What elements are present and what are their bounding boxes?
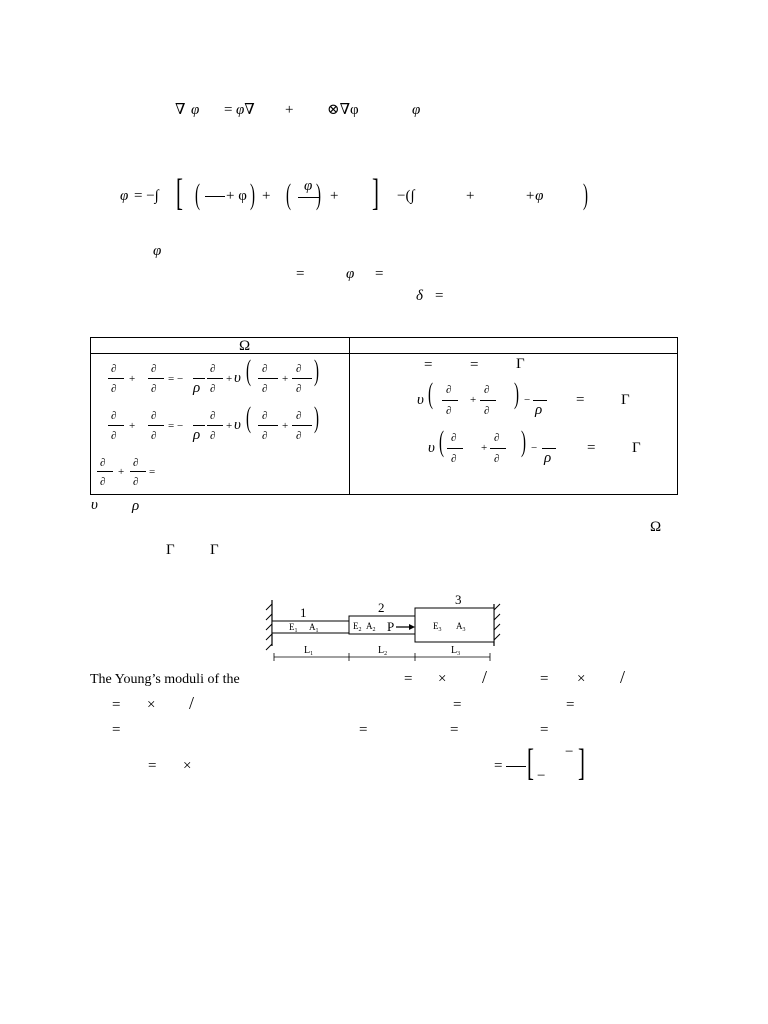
p1-times-1: × [438,671,447,687]
t-right-r3-d1-den: ∂ [451,453,457,465]
eq2-fraction-bar-1 [205,196,225,197]
t-right-r3-rho: ρ [544,450,552,466]
t-r1-frac1 [108,378,124,379]
t-r1-d5-den: ∂ [296,383,302,395]
t-r1-d2-den: ∂ [151,383,157,395]
t-r3-frac1 [97,471,113,472]
matrix-left-bracket: [ [527,742,534,784]
p2-eq-3: = [566,697,575,713]
below-gamma-1: Γ [166,542,175,558]
below-omega: Ω [650,519,662,535]
t-r1-plus-2: + [226,373,233,385]
p2-slash: / [189,693,195,713]
segment-label-2: 2 [378,600,385,615]
t-r2-frac6 [292,425,312,426]
eq1-phi: φ [191,102,200,118]
p2-eq-2: = [453,697,462,713]
t-r1-d3-den: ∂ [210,383,216,395]
line3-phi: φ [153,243,162,259]
right-wall-hatching [494,604,500,640]
e3-label: $E_3$ [433,621,442,633]
line5-delta: δ [416,288,423,304]
eq2-plus-1: + [262,188,271,204]
eq1-equals: = [224,102,233,118]
segment-label-1: 1 [300,605,307,620]
t-right-r2-frac3 [533,400,547,401]
t-r2-d1-num: ∂ [111,410,117,422]
t-r2-d5-num: ∂ [296,410,302,422]
t-r2-paren-close: ) [314,401,319,434]
segment-3 [415,608,494,642]
eq1-phi-end: φ [412,102,421,118]
t-r2-frac4 [207,425,223,426]
t-r2-d5-den: ∂ [296,430,302,442]
t-right-r2-d2-den: ∂ [484,405,490,417]
t-right-r2-gamma: Γ [621,392,630,408]
p2-times: × [147,697,156,713]
stepped-bar-diagram [260,592,510,664]
t-r3-d1-den: ∂ [100,476,106,488]
left-wall-hatching [266,604,272,650]
t-r2-frac3 [193,425,205,426]
below-upsilon: υ [91,497,98,513]
eq2-paren-open-1: ( [195,178,200,211]
t-r3-eq: = [149,466,156,478]
t-r1-plus-3: + [282,373,289,385]
p2-eq-1: = [112,697,121,713]
t-r2-d2-den: ∂ [151,430,157,442]
matrix-minus-bottom: − [537,768,546,784]
p1-slash-2: / [620,667,626,687]
matrix-right-bracket: ] [578,742,585,784]
eq2-eq-minus-int: = −∫ [134,188,159,204]
p1-times-2: × [577,671,586,687]
t-right-r1-eq1: = [424,357,433,373]
t-right-r3-paren-close: ) [521,425,526,458]
t-right-r3-upsilon: υ [428,440,435,456]
eq1-otimes: ⊗∇φ [327,102,359,118]
eq2-paren-close-1: ) [250,178,255,211]
eq1-phi-nabla: φ∇ [236,102,255,118]
t-r3-d2-den: ∂ [133,476,139,488]
eq2-plus-3: + [466,188,475,204]
t-right-r3-d2-num: ∂ [494,432,500,444]
p3-eq-3: = [450,722,459,738]
t-right-r2-paren-open: ( [428,377,433,410]
t-r1-frac2 [148,378,164,379]
t-r2-plus-2: + [226,420,233,432]
t-right-r3-frac3 [542,448,556,449]
t-right-r3-d1-num: ∂ [451,432,457,444]
p1-eq-2: = [540,671,549,687]
t-right-r2-frac2 [480,400,496,401]
eq2-minus-int: −(∫ [397,188,415,204]
t-right-r2-d1-den: ∂ [446,405,452,417]
t-right-r2-eq: = [576,392,585,408]
t-r1-upsilon: υ [234,370,241,386]
eq2-plus-phi-2: +φ [525,188,544,204]
p4-times: × [183,758,192,774]
t-r1-frac3 [193,378,205,379]
t-right-r1-eq2: = [470,357,479,373]
eq2-left-bracket: [ [176,172,183,214]
t-r2-frac5 [258,425,278,426]
t-r2-plus-3: + [282,420,289,432]
p4-eq-2: = [494,758,503,774]
p1-eq-1: = [404,671,413,687]
p3-eq-2: = [359,722,368,738]
t-right-r2-rho: ρ [535,402,543,418]
t-right-r3-d2-den: ∂ [494,453,500,465]
below-rho: ρ [132,498,140,514]
p4-fraction-bar [506,766,526,767]
t-right-r2-upsilon: υ [417,392,424,408]
table-header-omega: Ω [239,338,251,354]
equation-table [90,337,678,495]
a3-label: $A_3$ [456,621,466,633]
p1-slash-1: / [482,667,488,687]
t-r1-d1-num: ∂ [111,363,117,375]
eq1-plus: + [285,102,294,118]
t-r1-frac6 [292,378,312,379]
t-right-r3-paren-open: ( [439,425,444,458]
t-right-r2-d2-num: ∂ [484,384,490,396]
t-r2-d3-num: ∂ [210,410,216,422]
t-r2-d4-num: ∂ [262,410,268,422]
t-r1-paren-close: ) [314,354,319,387]
matrix-minus-top: − [565,744,574,760]
t-r1-rho: ρ [193,380,201,396]
t-r1-d4-den: ∂ [262,383,268,395]
t-r2-frac1 [108,425,124,426]
e1-label: $E_1$ [289,622,298,634]
table-column-divider [349,338,350,494]
t-right-r3-gamma: Γ [632,440,641,456]
table-header-divider [91,353,677,354]
t-r2-frac2 [148,425,164,426]
l3-label: $L_3$ [451,645,461,657]
t-r2-eq-minus: = − [168,420,184,432]
t-right-r3-plus: + [481,442,488,454]
t-r3-plus: + [118,466,125,478]
e2-label: $E_2$ [353,621,362,633]
youngs-moduli-text: The Young’s moduli of the [90,672,240,687]
l2-label: $L_2$ [378,645,388,657]
line4-phi: φ [346,266,355,282]
eq2-right-bracket: ] [372,172,379,214]
eq2-phi-numerator: φ [304,178,313,194]
t-right-r2-minus: − [524,394,531,406]
eq2-paren-close-3: ) [583,178,588,211]
load-label: P [387,619,395,634]
t-r3-d1-num: ∂ [100,457,106,469]
t-right-r3-frac2 [490,448,506,449]
t-right-r1-gamma: Γ [516,356,525,372]
t-r1-frac4 [207,378,223,379]
t-r1-plus: + [129,373,136,385]
below-gamma-2: Γ [210,542,219,558]
t-right-r2-paren-close: ) [514,377,519,410]
p3-eq-4: = [540,722,549,738]
t-right-r3-minus: − [531,442,538,454]
t-r1-frac5 [258,378,278,379]
t-r2-upsilon: υ [234,417,241,433]
segment-label-3: 3 [455,592,462,607]
t-r1-eq-minus: = − [168,373,184,385]
p4-eq-1: = [148,758,157,774]
t-r1-d3-num: ∂ [210,363,216,375]
t-right-r3-frac1 [447,448,463,449]
l1-label: $L_1$ [304,645,314,657]
t-r2-plus: + [129,420,136,432]
t-r1-d1-den: ∂ [111,383,117,395]
t-r1-d4-num: ∂ [262,363,268,375]
t-right-r3-eq: = [587,440,596,456]
t-right-r2-plus: + [470,394,477,406]
a1-label: $A_1$ [309,622,319,634]
t-r3-frac2 [130,471,146,472]
t-r1-d2-num: ∂ [151,363,157,375]
eq2-paren-open-2: ( [286,178,291,211]
eq2-plus-phi: + φ [226,188,247,204]
t-right-r2-frac1 [442,400,458,401]
t-r2-paren-open: ( [246,401,251,434]
eq2-phi: φ [120,188,129,204]
eq2-plus-2: + [330,188,339,204]
t-r2-d4-den: ∂ [262,430,268,442]
t-r2-rho: ρ [193,427,201,443]
eq2-paren-close-2: ) [316,178,321,211]
line4-equals-2: = [375,266,384,282]
t-r2-d1-den: ∂ [111,430,117,442]
t-r2-d2-num: ∂ [151,410,157,422]
line4-equals-1: = [296,266,305,282]
eq1-nabla: ∇ [175,102,186,118]
a2-label: $A_2$ [366,621,376,633]
t-r2-d3-den: ∂ [210,430,216,442]
t-r3-d2-num: ∂ [133,457,139,469]
t-right-r2-d1-num: ∂ [446,384,452,396]
p3-eq-1: = [112,722,121,738]
t-r1-d5-num: ∂ [296,363,302,375]
t-r1-paren-open: ( [246,354,251,387]
line5-equals: = [435,288,444,304]
